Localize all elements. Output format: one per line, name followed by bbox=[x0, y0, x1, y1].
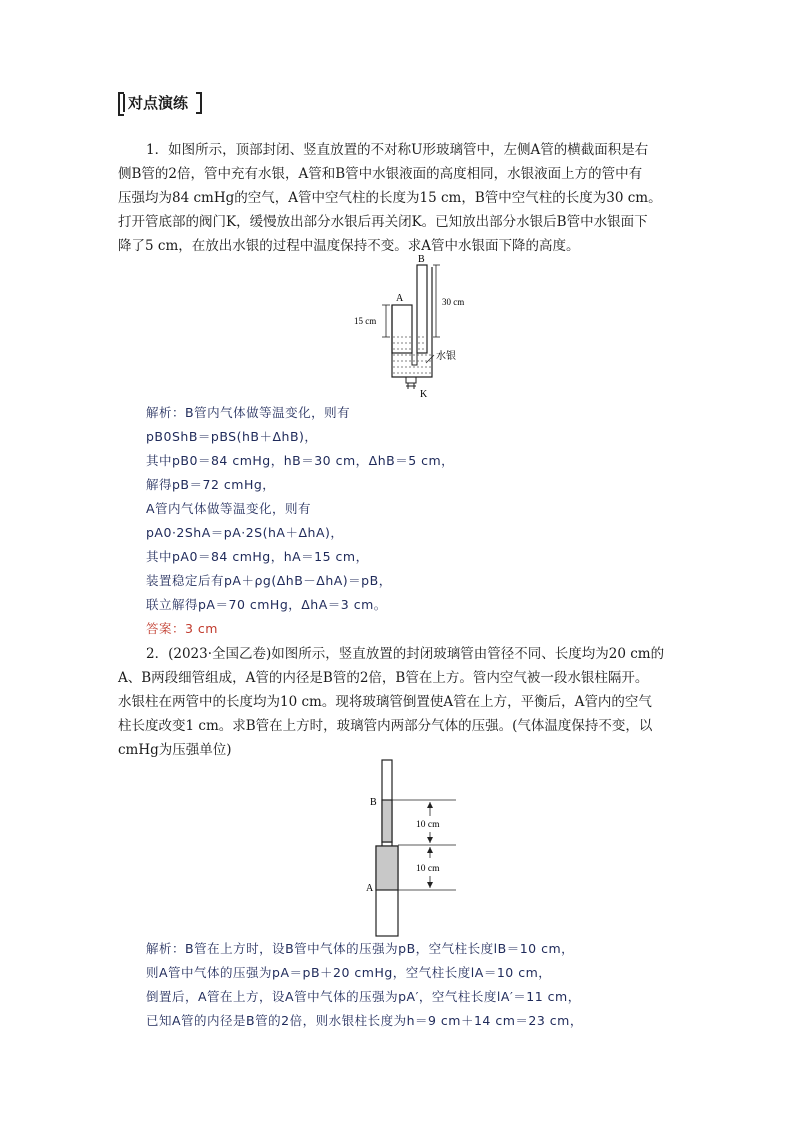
figure-2-label-b: B bbox=[370, 797, 377, 808]
figure-1-label-b: B bbox=[418, 255, 425, 265]
solution-line: 装置稳定后有pA＋ρg(ΔhB－ΔhA)＝pB， bbox=[146, 573, 392, 588]
valve-body bbox=[406, 377, 416, 383]
solution-line: 解析：B管内气体做等温变化，则有 bbox=[146, 405, 351, 420]
solution-line: 其中pB0＝84 cmHg，hB＝30 cm，ΔhB＝5 cm， bbox=[146, 453, 455, 468]
problem-1-line: 1．如图所示，顶部封闭、竖直放置的不对称U形玻璃管中，左侧A管的横截面积是右 bbox=[146, 142, 649, 158]
figure-2-label-a: A bbox=[366, 883, 374, 894]
solution-line: A管内气体做等温变化，则有 bbox=[146, 501, 312, 516]
mercury-b bbox=[382, 800, 392, 842]
u-tube-figure bbox=[340, 255, 480, 400]
figure-1-label-mercury: 水银 bbox=[436, 351, 456, 362]
tube-figure-2 bbox=[360, 758, 470, 940]
problem-1-line: 侧B管的2倍，管中充有水银，A管和B管中水银液面的高度相同，水银液面上方的管中有 bbox=[118, 166, 643, 182]
figure-2-label-10-bottom: 10 cm bbox=[416, 864, 440, 874]
figure-1-label-k: K bbox=[420, 389, 428, 400]
mercury-a bbox=[376, 846, 398, 890]
mercury-pointer bbox=[426, 355, 434, 363]
header-bracket-left-inner bbox=[123, 94, 125, 112]
solution-line: 其中pA0＝84 cmHg，hA＝15 cm， bbox=[146, 549, 369, 564]
solution-line: pB0ShB＝pBS(hB＋ΔhB)， bbox=[146, 429, 318, 444]
problem-2-line: 柱长度改变1 cm。求B管在上方时，玻璃管内两部分气体的压强。(气体温度保持不变，以 bbox=[118, 718, 653, 734]
figure-1-label-30: 30 cm bbox=[442, 297, 465, 307]
problem-2-line: 2．(2023·全国乙卷)如图所示，竖直放置的封闭玻璃管由管径不同、长度均为20 cm的 bbox=[146, 646, 665, 662]
figure-1-label-15: 15 cm bbox=[354, 316, 377, 326]
solution-line: 解得pB＝72 cmHg， bbox=[146, 477, 276, 492]
problem-1-line: 打开管底部的阀门K，缓慢放出部分水银后再关闭K。已知放出部分水银后B管中水银面下 bbox=[118, 214, 648, 230]
tube-a bbox=[392, 305, 412, 353]
figure-1-label-a: A bbox=[396, 293, 404, 304]
solution-line: 联立解得pA＝70 cmHg，ΔhA＝3 cm。 bbox=[146, 597, 387, 612]
problem-2-line: 水银柱在两管中的长度均为10 cm。现将玻璃管倒置使A管在上方，平衡后，A管内的空气 bbox=[118, 694, 652, 710]
tube-b bbox=[417, 265, 427, 353]
solution-line: 则A管中气体的压强为pA＝pB＋20 cmHg，空气柱长度lA＝10 cm， bbox=[146, 965, 552, 980]
problem-2-line: A、B两段细管组成，A管的内径是B管的2倍，B管在上方。管内空气被一段水银柱隔开。 bbox=[118, 670, 649, 686]
problem-2-line: cmHg为压强单位) bbox=[118, 742, 232, 758]
section-title: 对点演练 bbox=[128, 94, 189, 112]
solution-line: 已知A管的内径是B管的2倍，则水银柱长度为h＝9 cm＋14 cm＝23 cm， bbox=[146, 1013, 583, 1028]
problem-1-line: 压强均为84 cmHg的空气，A管中空气柱的长度为15 cm，B管中空气柱的长度为30 cm。 bbox=[118, 190, 662, 206]
answer-line: 答案：3 cm bbox=[146, 621, 218, 636]
problem-1-line: 降了5 cm，在放出水银的过程中温度保持不变。求A管中水银面下降的高度。 bbox=[118, 238, 580, 254]
solution-line: pA0·2ShA＝pA·2S(hA＋ΔhA)， bbox=[146, 525, 344, 540]
header-bracket-right bbox=[196, 92, 202, 114]
solution-line: 倒置后，A管在上方，设A管中气体的压强为pA′，空气柱长度lA′＝11 cm， bbox=[146, 989, 581, 1004]
figure-2-label-10-top: 10 cm bbox=[416, 820, 440, 830]
solution-line: 解析：B管在上方时，设B管中气体的压强为pB，空气柱长度lB＝10 cm， bbox=[146, 941, 575, 956]
